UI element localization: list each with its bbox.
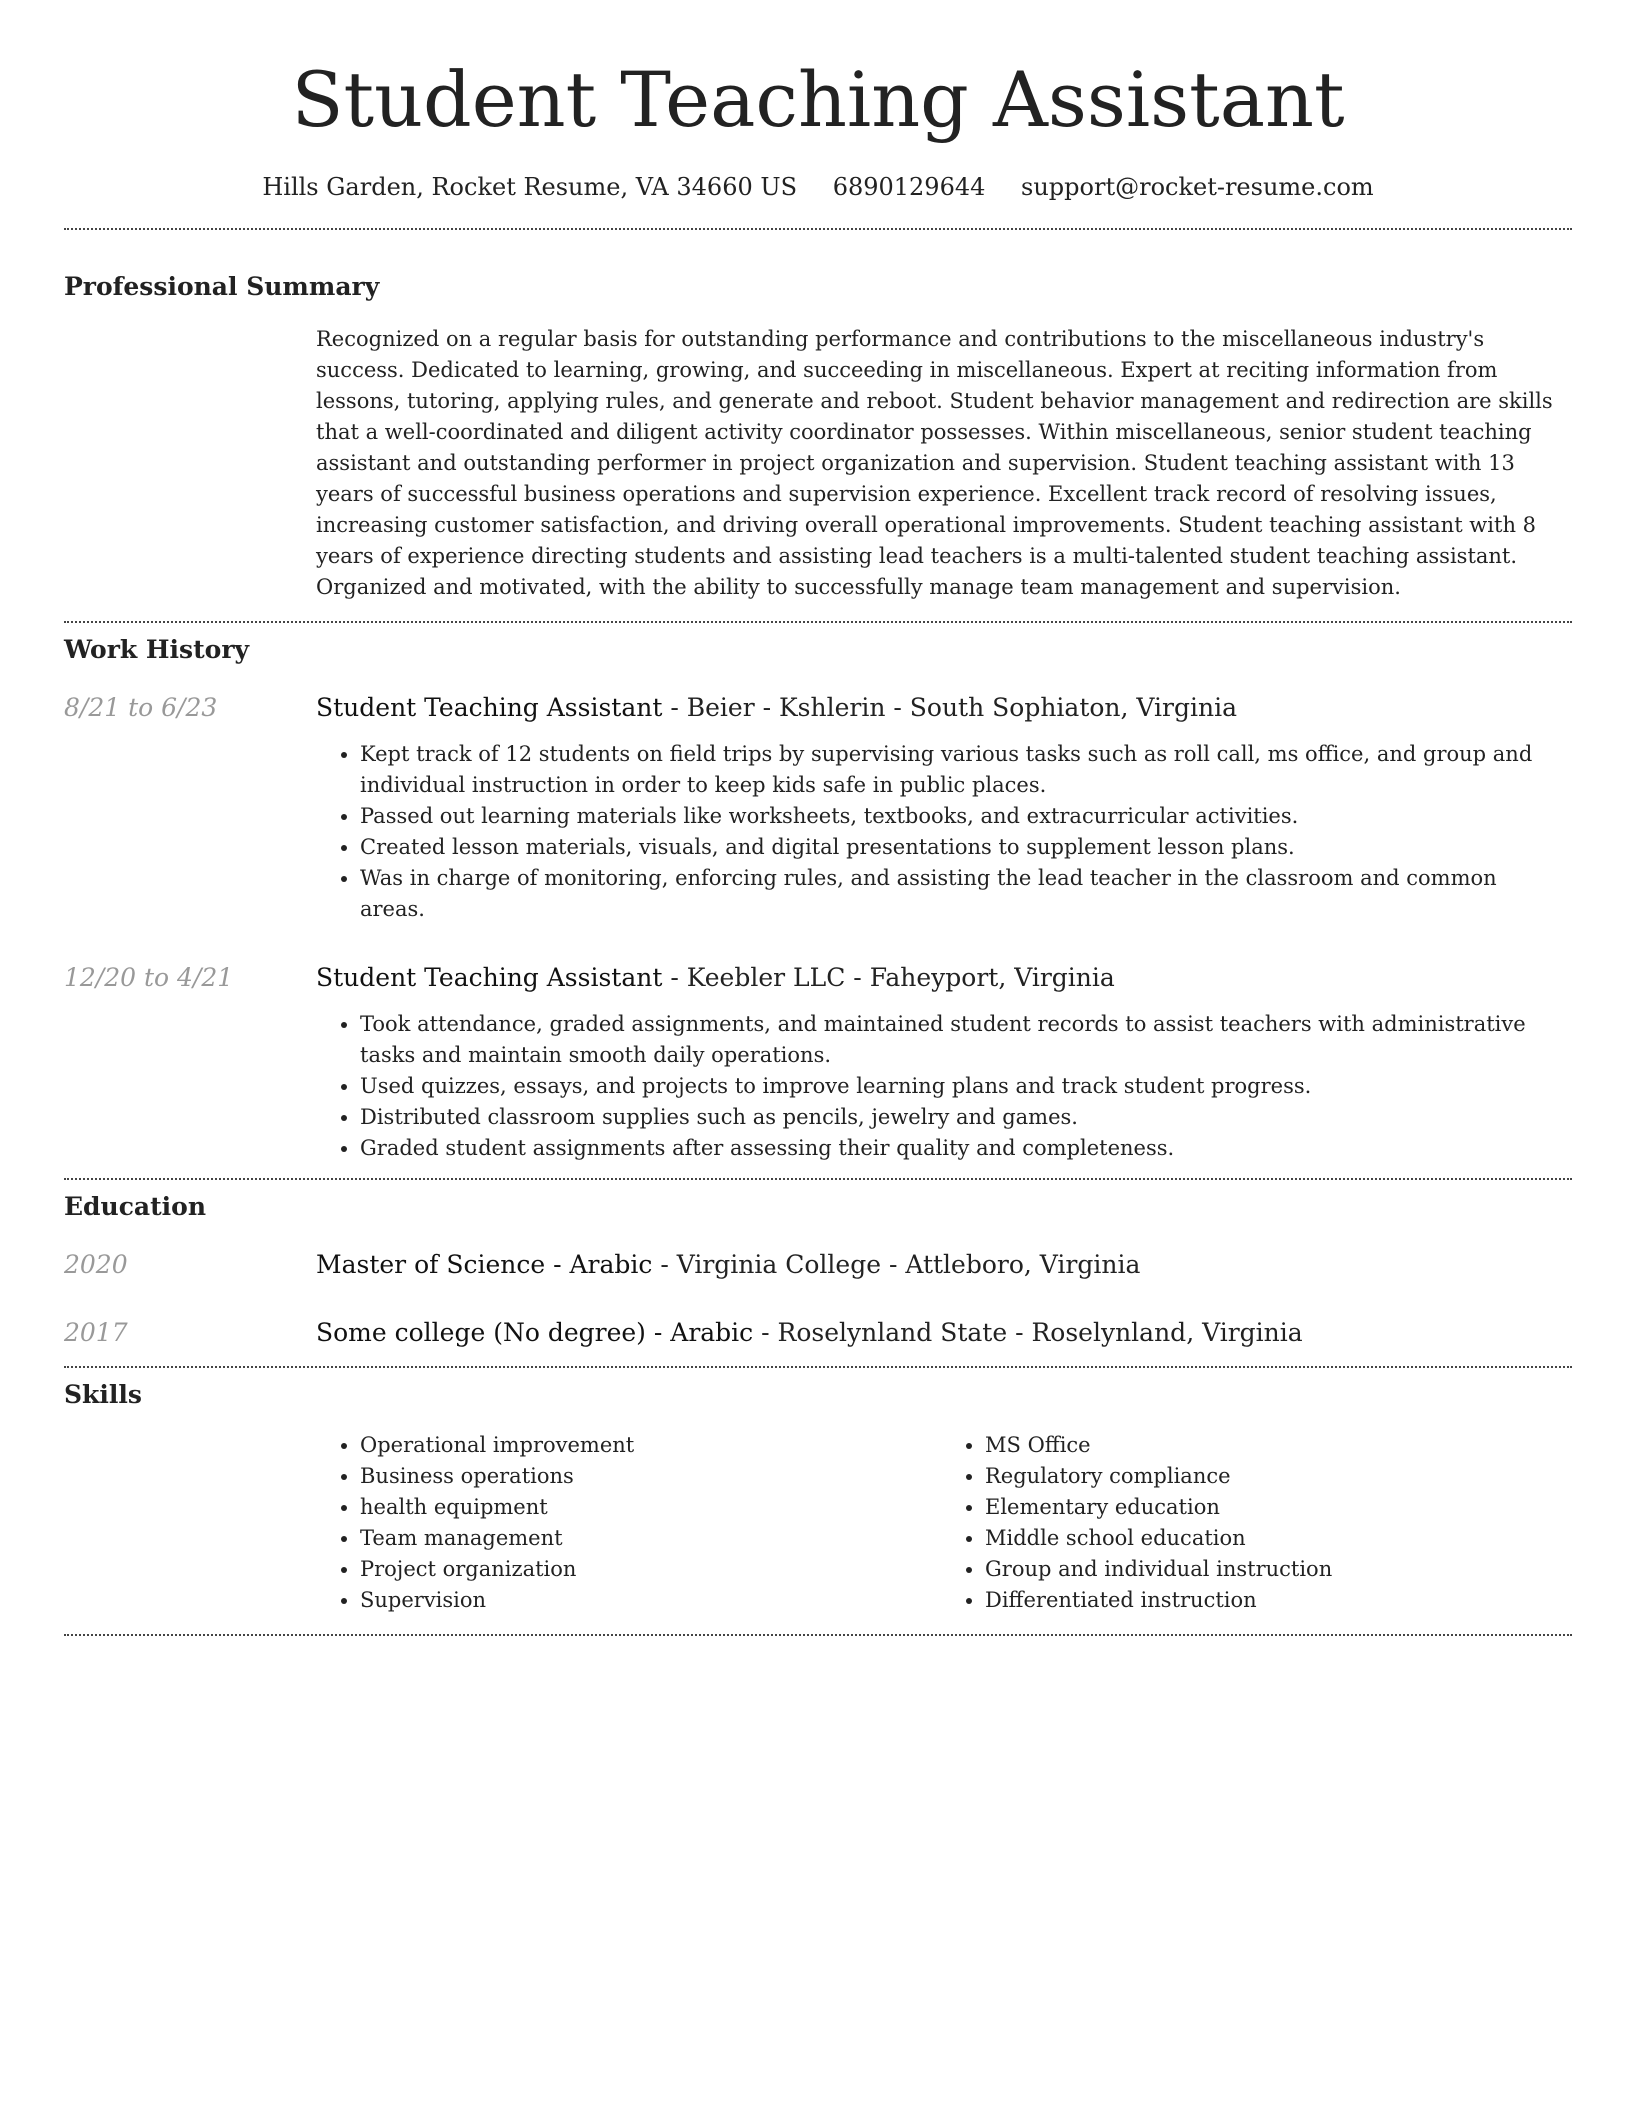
work-history-section: [64, 623, 1572, 1164]
skills-list-right: [941, 1430, 1566, 1616]
education-section: [64, 1180, 1572, 1350]
skills-columns: [316, 1430, 1566, 1616]
phone: 6890129644: [832, 173, 986, 201]
skill-item: • Operational improvement: [360, 1430, 941, 1461]
section-title-skills: Skills: [64, 1380, 142, 1409]
summary-text: Recognized on a regular basis for outstanding performance and contributions to the miscellaneous industry's success. Dedicated to learning, growing, and succeeding in miscellaneous. Expert at reciting information from lessons, tutoring, applying rules, and generate and reboot. Student behavior management and redirection are skills that a well-coordinated and diligent activity coordinator possesses. Within miscellaneous, senior student teaching assistant and outstanding performer in project organization and supervision. Student teaching assistant with 13 years of successful business operations and supervision experience. Excellent track record of resolving issues, increasing customer satisfaction, and driving overall operational improvements. Student teaching assistant with 8 years of experience directing students and assisting lead teachers is a multi-talented student teaching assistant. Organized and motivated, with the ability to successfully manage team management and supervision.: [316, 327, 1553, 599]
summary-section: [64, 230, 1572, 603]
skill-item: • Business operations: [360, 1461, 941, 1492]
resume-header: [64, 0, 1572, 204]
job-details: - Beier - Kshlerin - South Sophiaton, Virginia: [670, 693, 1237, 722]
email: support@rocket-resume.com: [1021, 173, 1374, 201]
candidate-name: Student Teaching Assistant: [291, 55, 1345, 144]
section-title-work: Work History: [64, 635, 250, 664]
list-item: • Passed out learning materials like worksheets, textbooks, and extracurricular activities.: [360, 801, 1566, 832]
job-dates: 12/20 to 4/21: [64, 963, 234, 992]
education-year: 2020: [64, 1250, 128, 1279]
skills-list-left: [316, 1430, 941, 1616]
job-details: - Keebler LLC - Faheyport, Virginia: [670, 963, 1115, 992]
job-bullets: [316, 1009, 1566, 1164]
education-title: [316, 1248, 1566, 1282]
section-title-summary: Professional Summary: [64, 272, 380, 301]
skill-item: • Differentiated instruction: [985, 1585, 1566, 1616]
job-entry: [64, 691, 1572, 925]
job-title: [316, 691, 1566, 725]
job-title: [316, 961, 1566, 995]
skill-item: • Project organization: [360, 1554, 941, 1585]
list-item: • Used quizzes, essays, and projects to improve learning plans and track student progress.: [360, 1071, 1566, 1102]
skill-item: • Supervision: [360, 1585, 941, 1616]
job-entry: [64, 961, 1572, 1164]
skill-item: • Group and individual instruction: [985, 1554, 1566, 1585]
education-degree: Some college (No degree) - Arabic: [316, 1318, 754, 1347]
job-dates: 8/21 to 6/23: [64, 693, 218, 722]
job-role: Student Teaching Assistant: [316, 693, 663, 722]
job-role: Student Teaching Assistant: [316, 963, 663, 992]
skill-item: • Middle school education: [985, 1523, 1566, 1554]
skill-item: • Regulatory compliance: [985, 1461, 1566, 1492]
skill-item: • Team management: [360, 1523, 941, 1554]
education-details: - Roselynland State - Roselynland, Virginia: [761, 1318, 1303, 1347]
list-item: • Created lesson materials, visuals, and digital presentations to supplement lesson plans.: [360, 832, 1566, 863]
list-item: • Was in charge of monitoring, enforcing rules, and assisting the lead teacher in the classroom and common areas.: [360, 863, 1566, 925]
education-year: 2017: [64, 1318, 128, 1347]
list-item: • Kept track of 12 students on field trips by supervising various tasks such as roll call, ms office, and group and individual instruction in order to keep kids safe in public places.: [360, 739, 1566, 801]
skill-item: • health equipment: [360, 1492, 941, 1523]
divider: [64, 1634, 1572, 1636]
skill-item: • Elementary education: [985, 1492, 1566, 1523]
education-entry: [64, 1248, 1572, 1282]
resume-page: [64, 0, 1572, 1636]
contact-line: [64, 170, 1572, 204]
education-entry: [64, 1316, 1572, 1350]
education-details: - Virginia College - Attleboro, Virginia: [660, 1250, 1141, 1279]
job-bullets: [316, 739, 1566, 925]
education-degree: Master of Science - Arabic: [316, 1250, 653, 1279]
list-item: • Took attendance, graded assignments, and maintained student records to assist teachers with administrative tasks and maintain smooth daily operations.: [360, 1009, 1566, 1071]
list-item: • Graded student assignments after assessing their quality and completeness.: [360, 1133, 1566, 1164]
education-title: [316, 1316, 1566, 1350]
list-item: • Distributed classroom supplies such as pencils, jewelry and games.: [360, 1102, 1566, 1133]
section-title-education: Education: [64, 1192, 207, 1221]
skills-section: [64, 1368, 1572, 1616]
address: Hills Garden, Rocket Resume, VA 34660 US: [262, 173, 798, 201]
skill-item: • MS Office: [985, 1430, 1566, 1461]
